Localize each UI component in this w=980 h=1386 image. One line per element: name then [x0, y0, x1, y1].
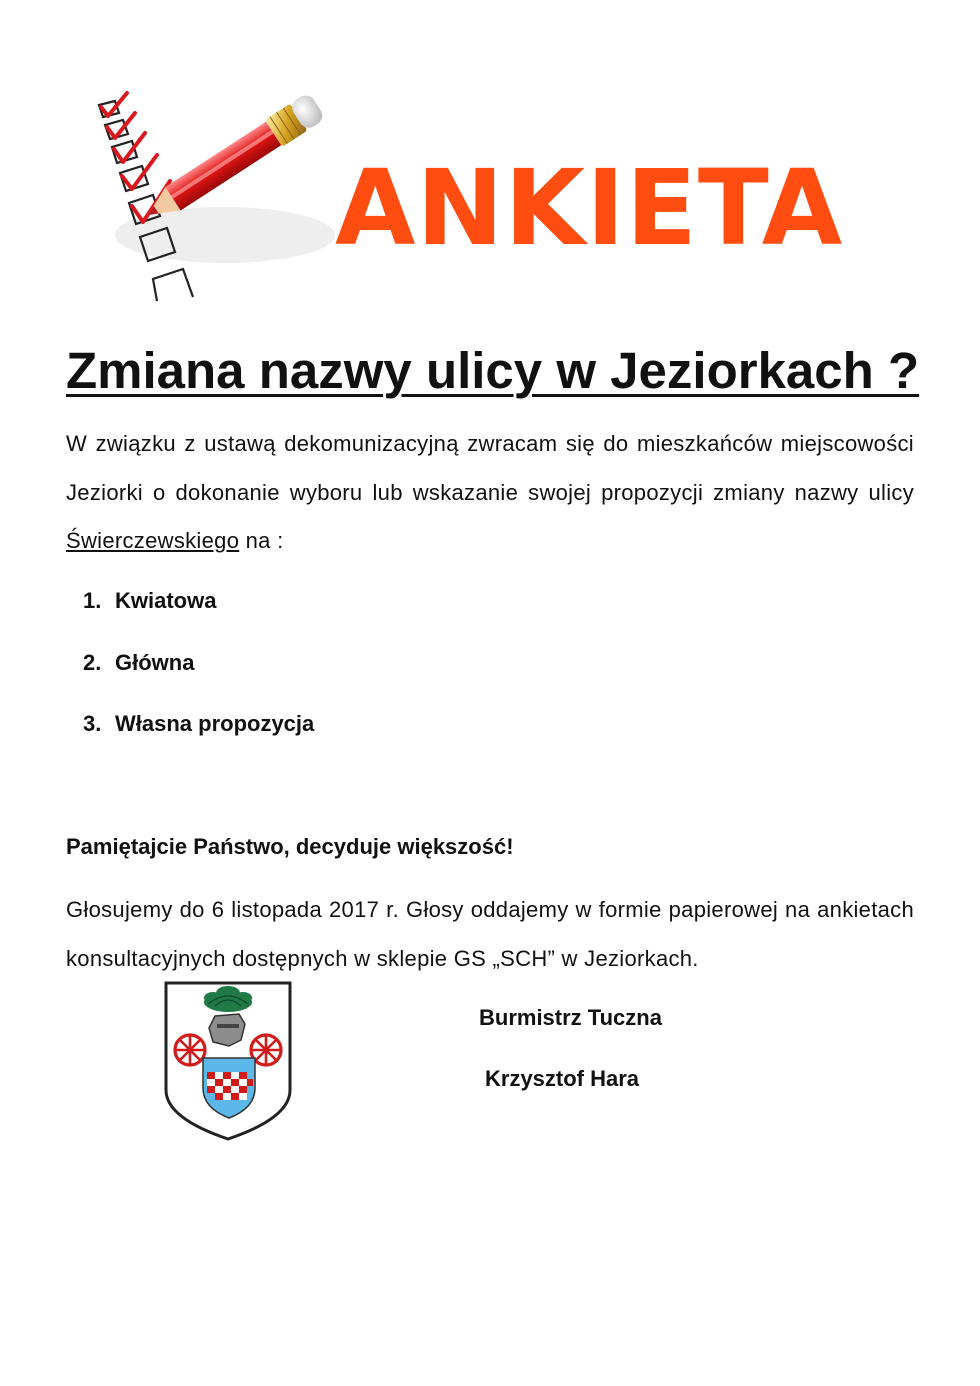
- page-title-text: Zmiana nazwy ulicy w Jeziorkach ?: [66, 342, 920, 399]
- page-title: [66, 340, 920, 402]
- signature-block: [470, 998, 680, 1120]
- checklist-pencil-icon: [75, 85, 335, 305]
- street-name: Świerczewskiego: [66, 528, 240, 553]
- intro-text-before: W związku z ustawą dekomunizacyjną zwracam się do mieszkańców miejscowości Jeziorki o dokonanie wyboru lub wskazanie swojej propozycji zmiany nazwy ulicy: [66, 431, 914, 505]
- signature-role: Burmistrz Tuczna: [479, 1005, 662, 1030]
- option-number: 2.: [83, 649, 102, 675]
- option-number: 1.: [83, 588, 102, 613]
- option-item: [83, 580, 314, 642]
- option-item: [83, 642, 314, 704]
- banner-title: ANKIETA: [335, 147, 844, 269]
- signature-name: Krzysztof Hara: [485, 1066, 640, 1091]
- option-number: 3.: [83, 711, 102, 736]
- intro-text-after: na :: [239, 528, 284, 553]
- coat-of-arms-icon: [163, 980, 293, 1142]
- option-item: [83, 703, 314, 765]
- intro-paragraph: [66, 420, 914, 566]
- option-label: Kwiatowa: [115, 588, 217, 613]
- option-label: Własna propozycja: [115, 711, 315, 736]
- voting-info: Głosujemy do 6 listopada 2017 r. Głosy oddajemy w formie papierowej na ankietach konsultacyjnych dostępnych w sklepie GS „SCH” w Jeziorkach.: [66, 897, 914, 971]
- option-label: Główna: [115, 649, 195, 675]
- options-list: [83, 580, 314, 765]
- reminder-text: Pamiętajcie Państwo, decyduje większość!: [66, 834, 514, 859]
